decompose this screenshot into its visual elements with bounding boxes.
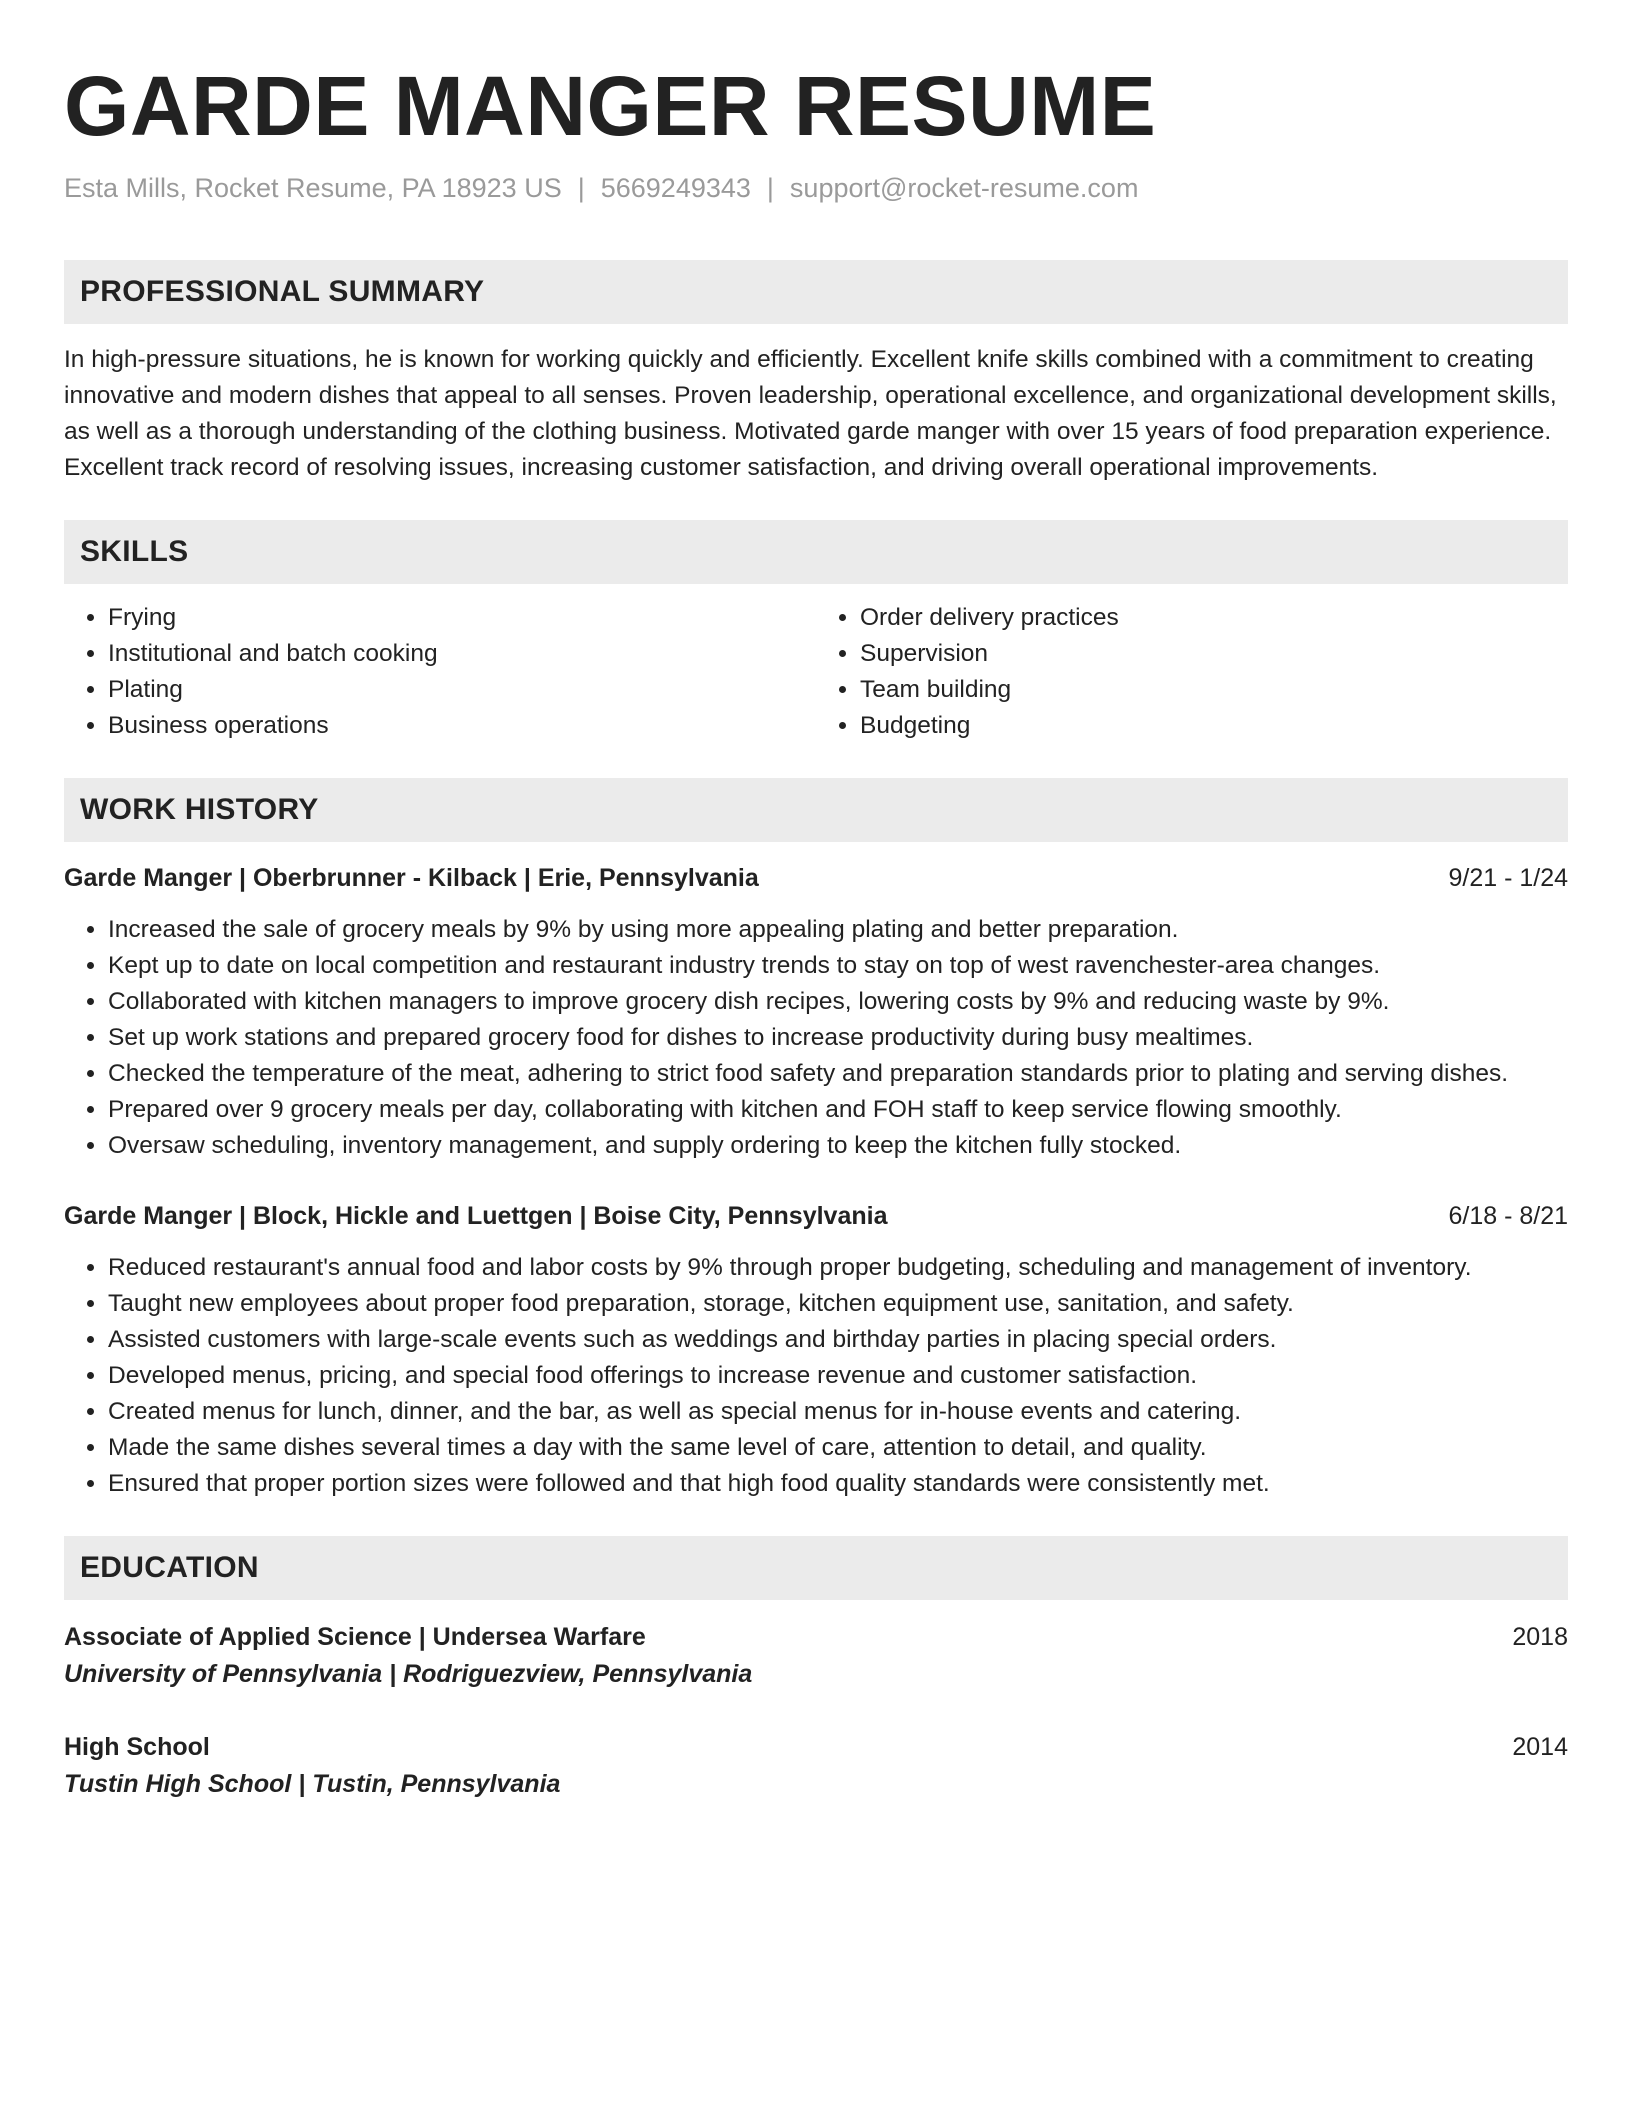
section-header-education: EDUCATION	[64, 1536, 1568, 1600]
job-bullet-list	[64, 1250, 1568, 1502]
education-header	[64, 1728, 1568, 1766]
job-bullet: • Ensured that proper portion sizes were followed and that high food quality standards were consistently met.	[108, 1466, 1568, 1502]
contact-separator: |	[577, 173, 585, 203]
skills-grid	[64, 600, 1568, 744]
job-title: Garde Manger | Block, Hickle and Luettgen | Boise City, Pennsylvania	[64, 1202, 888, 1230]
job-bullet: • Taught new employees about proper food preparation, storage, kitchen equipment use, sanitation, and safety.	[108, 1286, 1568, 1322]
skills-list-right	[816, 600, 1568, 744]
skill-item: • Plating	[108, 672, 816, 708]
contact-address: Esta Mills, Rocket Resume, PA 18923 US	[64, 173, 562, 203]
skill-item: • Budgeting	[860, 708, 1568, 744]
contact-separator: |	[766, 173, 774, 203]
contact-line	[64, 170, 1568, 206]
job-bullet: • Checked the temperature of the meat, adhering to strict food safety and preparation standards prior to plating and serving dishes.	[108, 1056, 1568, 1092]
skill-item: • Institutional and batch cooking	[108, 636, 816, 672]
job-bullet: • Set up work stations and prepared grocery food for dishes to increase productivity during busy mealtimes.	[108, 1020, 1568, 1056]
education-header	[64, 1618, 1568, 1656]
job-bullet: • Prepared over 9 grocery meals per day, collaborating with kitchen and FOH staff to keep service flowing smoothly.	[108, 1092, 1568, 1128]
skill-item: • Supervision	[860, 636, 1568, 672]
summary-text: In high-pressure situations, he is known for working quickly and efficiently. Excellent knife skills combined with a commitment to creating innovative and modern dishes that appeal to all senses. Proven leadership, operational excellence, and organizational development skills, as well as a thorough understanding of the clothing business. Motivated garde manger with over 15 years of food preparation experience. Excellent track record of resolving issues, increasing customer satisfaction, and driving overall operational improvements.	[64, 346, 1557, 481]
job-dates: 6/18 - 8/21	[1448, 1202, 1568, 1230]
education-year: 2014	[1512, 1733, 1568, 1761]
education-entry	[64, 1618, 1568, 1692]
job-entry	[64, 860, 1568, 1164]
skill-item: • Team building	[860, 672, 1568, 708]
resume-title: GARDE MANGER RESUME	[64, 59, 1157, 153]
skill-item: • Frying	[108, 600, 816, 636]
skills-list-left	[64, 600, 816, 744]
job-bullet-list	[64, 912, 1568, 1164]
job-header	[64, 1198, 1568, 1234]
education-school: University of Pennsylvania | Rodriguezview, Pennsylvania	[64, 1660, 753, 1688]
job-bullet: • Reduced restaurant's annual food and labor costs by 9% through proper budgeting, scheduling and management of inventory.	[108, 1250, 1568, 1286]
education-entry	[64, 1728, 1568, 1802]
education-year: 2018	[1512, 1623, 1568, 1651]
job-bullet: • Collaborated with kitchen managers to improve grocery dish recipes, lowering costs by 9% and reducing waste by 9%.	[108, 984, 1568, 1020]
job-title: Garde Manger | Oberbrunner - Kilback | Erie, Pennsylvania	[64, 864, 759, 892]
skill-item: • Business operations	[108, 708, 816, 744]
section-header-summary: PROFESSIONAL SUMMARY	[64, 260, 1568, 324]
job-bullet: • Increased the sale of grocery meals by 9% by using more appealing plating and better preparation.	[108, 912, 1568, 948]
education-degree: High School	[64, 1733, 210, 1761]
job-bullet: • Assisted customers with large-scale events such as weddings and birthday parties in placing special orders.	[108, 1322, 1568, 1358]
job-dates: 9/21 - 1/24	[1448, 864, 1568, 892]
job-bullet: • Created menus for lunch, dinner, and the bar, as well as special menus for in-house events and catering.	[108, 1394, 1568, 1430]
job-bullet: • Oversaw scheduling, inventory management, and supply ordering to keep the kitchen fully stocked.	[108, 1128, 1568, 1164]
section-header-skills: SKILLS	[64, 520, 1568, 584]
job-entry	[64, 1198, 1568, 1502]
contact-email: support@rocket-resume.com	[789, 173, 1139, 203]
contact-phone: 5669249343	[600, 173, 751, 203]
job-bullet: • Kept up to date on local competition and restaurant industry trends to stay on top of west ravenchester-area changes.	[108, 948, 1568, 984]
education-degree: Associate of Applied Science | Undersea Warfare	[64, 1623, 646, 1651]
section-header-work-history: WORK HISTORY	[64, 778, 1568, 842]
job-header	[64, 860, 1568, 896]
job-bullet: • Developed menus, pricing, and special food offerings to increase revenue and customer satisfaction.	[108, 1358, 1568, 1394]
education-school: Tustin High School | Tustin, Pennsylvania	[64, 1770, 561, 1798]
job-bullet: • Made the same dishes several times a day with the same level of care, attention to detail, and quality.	[108, 1430, 1568, 1466]
skill-item: • Order delivery practices	[860, 600, 1568, 636]
